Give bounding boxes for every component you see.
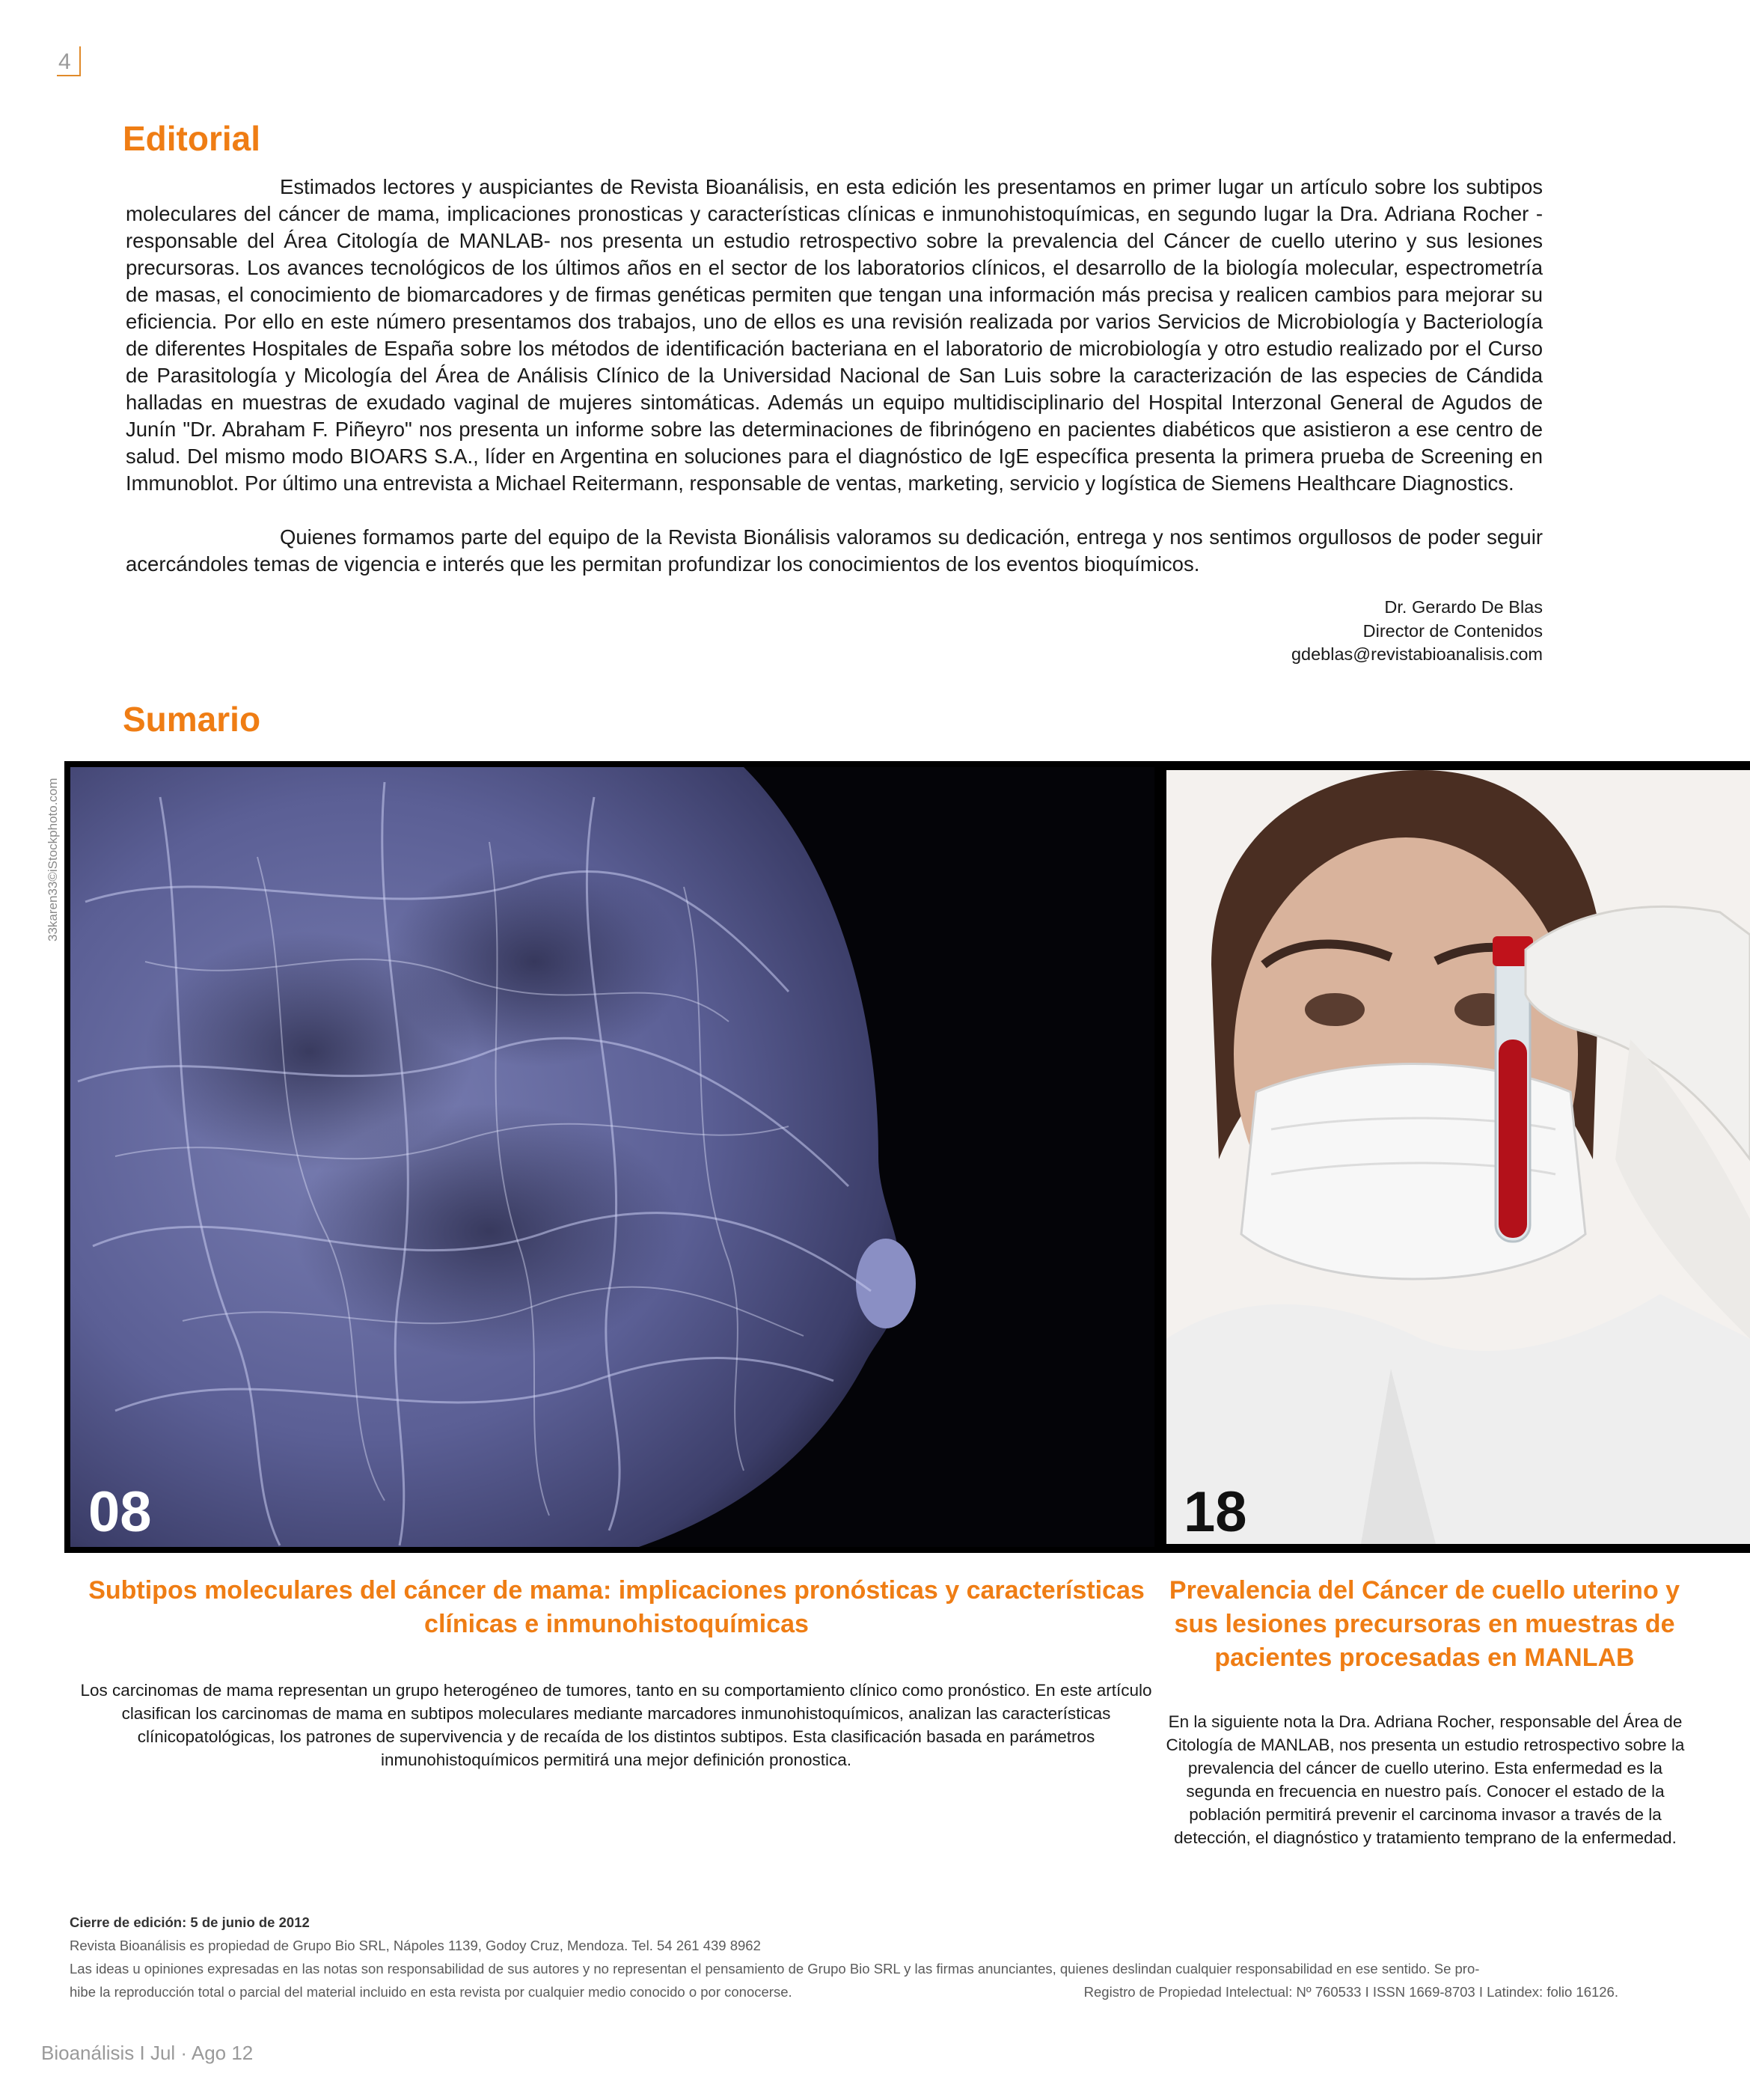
ownership-line: Revista Bioanálisis es propiedad de Grupo Bio SRL, Nápoles 1139, Godoy Cruz, Mendoza. Tel. 54 261 439 8962 [70, 1938, 761, 1953]
disclaimer-line: Las ideas u opiniones expresadas en las notas son responsabilidad de sus autores y no representan el pensamiento de Grupo Bio SRL y las firmas anunciantes, quienes deslindan cualquier responsabilidad en ese sentido. Se pro- [70, 1961, 1480, 1977]
article-summary: En la siguiente nota la Dra. Adriana Rocher, responsable del Área de Citología de MANLAB, nos presenta un estudio retrospectivo sobre la prevalencia del cáncer de cuello uterino. Esta enfermedad es la segunda en frecuencia en nuestro país. Conocer el estado de la población permitirá prevenir el carcinoma invasor a través de la detección, el diagnóstico y tratamiento temprano de la enfermedad. [1166, 1712, 1685, 1847]
article-summary: Los carcinomas de mama representan un grupo heterogéneo de tumores, tanto en su comportamiento clínico como pronóstico. En este artículo clasifican los carcinomas de mama en subtipos moleculares mediante marcadores inmunohistoquímicos, analizan las características clínicopatológicas, los patrones de supervivencia y de recaída de los distintos subtipos. Esta clasificación basada en parámetros inmunohistoquímicos permitirá una mejor definición pronostica. [80, 1681, 1152, 1769]
editorial-signature [1291, 596, 1543, 667]
editorial-heading: Editorial [123, 119, 261, 158]
sumario-heading: Sumario [123, 700, 261, 739]
editorial-paragraph: Quienes formamos parte del equipo de la Revista Bionálisis valoramos su dedicación, entrega y nos sentimos orgullosos de poder seguir acercándoles temas de vigencia e interés que les permitan profundizar los conocimientos de los eventos bioquímicos. [126, 525, 1543, 576]
article-number: 18 [1184, 1480, 1247, 1544]
signature-email[interactable]: gdeblas@revistabioanalisis.com [1291, 644, 1543, 664]
mammogram-illustration [70, 767, 1154, 1547]
photo-credit [41, 762, 64, 941]
editorial-paragraph: Estimados lectores y auspiciantes de Revista Bioanálisis, en esta edición les presentamos en primer lugar un artículo sobre los subtipos moleculares del cáncer de mama, implicaciones pronosticas y características clínicas e inmunohistoquímicas, en segundo lugar la Dra. Adriana Rocher - responsable del Área Citología de MANLAB- nos presenta un estudio retrospectivo sobre la prevalencia del Cáncer de cuello uterino y sus lesiones precursoras. Los avances tecnológicos de los últimos años en el sector de los laboratorios clínicos, el desarrollo de la biología molecular, espectrometría de masas, el conocimiento de biomarcadores y de firmas genéticas permiten que tengan una información más precisa y realicen cambios para mejorar su eficiencia. Por ello en este número presentamos dos trabajos, uno de ellos es una revisión realizada por varios Servicios de Microbiología y Bacteriología de diferentes Hospitales de España sobre los métodos de identificación bacteriana en el laboratorio de microbiología y otro estudio realizado por el Curso de Parasitología y Micología del Área de Análisis Clínico de la Universidad Nacional de San Luis sobre la caracterización de las especies de Cándida halladas en muestras de exudado vaginal de mujeres sintomáticas. Además un equipo multidisciplinario del Hospital Interzonal General de Agudos de Junín "Dr. Abraham F. Piñeyro" nos presenta un informe sobre las determinaciones de fibrinógeno en pacientes diabéticos que asistieron a ese centro de salud. Del mismo modo BIOARS S.A., líder en Argentina en soluciones para el diagnóstico de IgE específica presenta la primera prueba de Screening en Immunoblot. Por último una entrevista a Michael Reitermann, responsable de ventas, marketing, servicio y logística de Siemens Healthcare Diagnostics. [126, 175, 1543, 495]
registry-info: Registro de Propiedad Intelectual: Nº 760533 I ISSN 1669-8703 I Latindex: folio 16126. [1083, 1984, 1618, 2000]
photo-credit-text: 33karen33©iStockphoto.com [46, 778, 60, 941]
mammogram-image[interactable] [64, 761, 1160, 1553]
lab-technician-image[interactable] [1160, 761, 1750, 1553]
article-title[interactable]: Subtipos moleculares del cáncer de mama: implicaciones pronósticas y características clínicas e inmunohistoquímicas [88, 1576, 1145, 1638]
signature-name: Dr. Gerardo De Blas [1384, 597, 1543, 617]
article-title[interactable]: Prevalencia del Cáncer de cuello uterino y sus lesiones precursoras en muestras de pacientes procesadas en MANLAB [1169, 1576, 1680, 1672]
imprint-block [70, 1911, 1618, 2003]
article-number: 08 [88, 1480, 152, 1544]
disclaimer-continuation-row [70, 1980, 1618, 2003]
running-footer: Bioanálisis I Jul · Ago 12 [41, 2042, 254, 2064]
signature-role: Director de Contenidos [1362, 620, 1543, 641]
editorial-body [126, 174, 1543, 605]
disclaimer-end: hibe la reproducción total o parcial del material incluido en esta revista por cualquier medio conocido o por conocerse. [70, 1984, 792, 2000]
page-number: 4 [58, 49, 71, 74]
lab-technician-illustration [1166, 770, 1750, 1544]
closing-date: Cierre de edición: 5 de junio de 2012 [70, 1914, 310, 1930]
